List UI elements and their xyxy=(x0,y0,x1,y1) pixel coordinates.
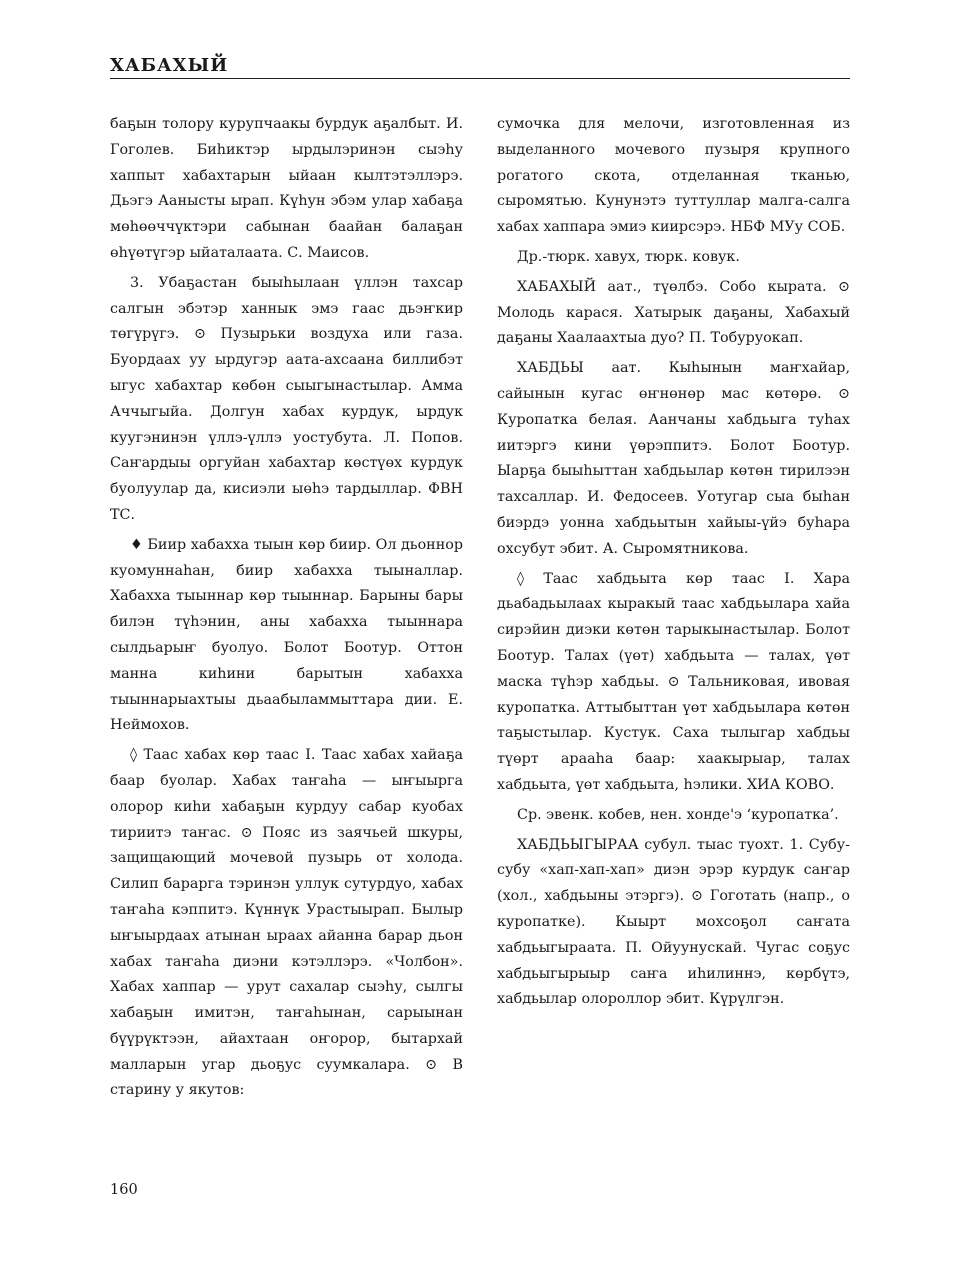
right-paragraph-1: сумочка для мелочи, изготовленная из выделанного мочевого пузыря крупного рогатого скота, отделанная тканью, сыромятью. Кунунэтэ туттуллар малга-салга хабах хаппара эмиэ киирсэрэ. НБФ МУу СОБ. xyxy=(497,116,850,236)
right-paragraph-2: Др.-тюрк. хавух, тюрк. ковук. xyxy=(517,248,740,265)
right-paragraph-5: ◊ Таас хабдьыта көр таас I. Хара дьабадьылаах кыракый таас хабдьылара хайа сирэйин диэки көтөн тарыкынастылар. Болот Боотур. Талах (үөт) хабдьыта — талах, үөт маска түһэр хабдьы. ⊙ Тальниковая, ивовая куропатка. Аттыбыттан үөт хабдьылара көтөн таҕыстылар. Кустук. Саха тылыгар хабдьы түөрт арааһа баар: хаакырыар, талах хабдьыта, үөт хабдьыта, һэлики. ХИА КОВО. xyxy=(497,570,850,793)
dictionary-entry-khabakhyi: ХАБАХЫЙ аат., түөлбэ. Собо кырата. ⊙ Молодь карася. Хатырык даҕаны, Хабахый даҕаны Хаалаахтыа дуо? П. Тобуруокап. xyxy=(497,278,850,347)
dictionary-entry-khabdy: ХАБДЬЫ аат. Кыһынын маҥхайар, сайынын кугас өҥнөнөр мас көтөрө. ⊙ Куропатка белая. Аанчаны хабдьыга туһах иитэргэ кини үөрэппитэ. Болот Боотур. Ыарҕа быыһыттан хабдьылар көтөн тирилээн тахсаллар. И. Федосеев. Уотугар сыа быһан биэрдэ уонна хабдьытын хайыы-үйэ буһара охсубут эбит. А. Сыромятникова. xyxy=(497,360,850,557)
left-paragraph-3: ♦ Биир хабахха тыын көр биир. Ол дьоннор куомуннаһан, биир хабахха тыыналлар. Хабахха тыыннар көр тыыннар. Барыны бары билэн түһэнин, аны хабахха тыыннара сылдьарыҥ буолуо. Болот Боотур. Оттон манна киһини барытын хабахха тыыннарыахтыы дьаабыламмыттара дии. Е. Неймохов. xyxy=(110,536,463,734)
left-paragraph-1: баҕын толору курупчаакы бурдук аҕалбыт. И. Гоголев. Биһиктэр ырдылэринэн сыэһу хаппыт хабахтарын ыйаан кылтэтэллэрэ. Дьэгэ Аанысты ырап. Күһун эбэм улар хабаҕа мөһөөччүктэри сабынан баайан балаҕан өһүөтүгэр ыйаталаата. С. Маисов. xyxy=(110,116,463,261)
right-column xyxy=(497,112,850,1017)
left-column xyxy=(110,112,463,1108)
dictionary-entry-khabdygyraa: ХАБДЬЫГЫРАА субул. тыас туохт. 1. Субу-субу «хап-хап-хап» диэн эрэр курдук саҥар (хол., хабдьыны этэргэ). ⊙ Гоготать (напр., о куропатке). Кыырт мохсоҕол саҥата хабдьыгыраата. П. Ойуунускай. Чугас соҕус хабдьыгырыыр саҥа иһилиннэ, көрбүтэ, хабдьылар олороллор эбит. Күрүлгэн. xyxy=(497,836,850,1008)
left-paragraph-4: ◊ Таас хабах көр таас I. Таас хабах хайаҕа баар буолар. Хабах таҥаһа — ыҥыырга олорор киһи хабаҕын курдуу сабар куобах тириитэ таҥас. ⊙ Пояс из заячьей шкуры, защищающий мочевой пузырь от холода. Силип бараргa тэринэн уллук сутурдуо, хабах таҥаһа кэппитэ. Күннүк Урастыырап. Былыр ыҥыырдаах атынан ыраах айанна барар дьон хабах таҥаһа диэни кэтэллэрэ. «Чолбон». Хабах хаппар — урут сахалар сыэһу, сылгы хабаҕын имитэн, таҥаһынан, сарыынан бүүрүктээн, айахтаан оҥорор, бытархай малларын угар дьоҕус суумкалара. ⊙ В старину у якутов: xyxy=(110,747,463,1099)
left-paragraph-2: 3. Убаҕастан быыһылаан үллэн тахсар салгын эбэтэр ханнык эмэ гаас дьэҥкир төгүрүгэ. ⊙ Пузырьки воздуха или газа. Буордаах уу ырдугэр аата-ахсаана биллибэт ыгус хабахтар көбөн сыыгынастылар. Амма Аччыгыйа. Долгун хабах курдук, ырдук куугэнинэн үллэ-үллэ уостубута. Л. Попов. Саҥардыы оргуйан хабахтар көстүөх курдук буолуулар да, кисиэли ыөһэ тардыллар. ФВН ТС. xyxy=(110,274,463,523)
running-title: ХАБАХЫЙ xyxy=(110,55,229,76)
page-number: 160 xyxy=(110,1182,138,1198)
header-rule xyxy=(110,78,850,79)
right-paragraph-6: Ср. эвенк. кобев, нен. хонде'э ‘куропатка’. xyxy=(517,806,839,823)
